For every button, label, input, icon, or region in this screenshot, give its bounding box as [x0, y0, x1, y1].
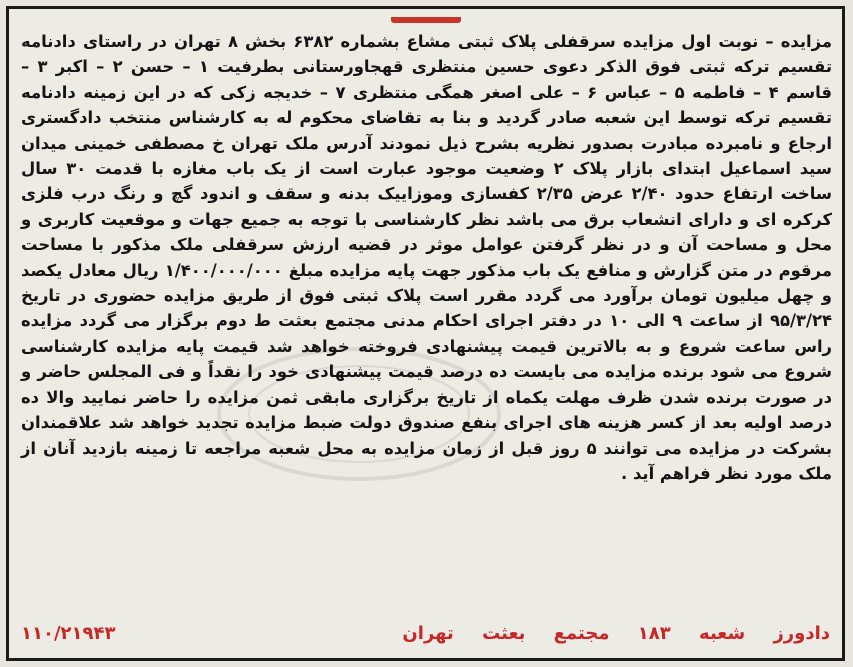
complex-label: مجتمع: [553, 622, 610, 644]
notice-frame: [6, 6, 845, 661]
complex-name: بعثت: [482, 622, 526, 644]
notice-code: ۱۱۰/۲۱۹۴۳: [21, 622, 116, 644]
notice-footer: [21, 620, 830, 646]
issuer-role: دادورز: [773, 622, 830, 644]
header-accent: [9, 9, 842, 23]
city-name: تهران: [402, 622, 454, 644]
branch-number: ۱۸۳: [637, 622, 671, 644]
branch-label: شعبه: [699, 622, 746, 644]
auction-notice-text: مزایده – نوبت اول مزایده سرقفلی پلاک ثبتی مشاع بشماره ۶۳۸۲ بخش ۸ تهران در راستای دادنامه تقسیم ترکه ثبتی فوق الذکر دعوی حسین منتظری قهجاورستانی بطرفیت ۱ – حسن ۲ – اکبر ۳ – قاسم ۴ – فاطمه ۵ – عباس ۶ – علی اصغر همگی منتظری ۷ – خدیجه زکی که در این زمینه دادنامه تقسیم ترکه توسط این شعبه صادر گردید و بنا به تقاضای محکوم له به کارشناس منتخب دادگستری ارجاع و نامبرده مبادرت بصدور نظریه بشرح ذیل نمودند آدرس ملک تهران خ مصطفی خمینی میدان سید اسماعیل ابتدای بازار پلاک ۲ وضعیت موجود عبارت است از یک باب مغازه با قدمت ۳۰ سال ساخت ارتفاع حدود ۲/۴۰ عرض ۲/۳۵ کفسازی وموزاییک بدنه و سقف و اندود گچ و رنگ درب فلزی کرکره ای و دارای انشعاب برق می باشد نظر کارشناسی با توجه به جمیع جهات و موقعیت کاربری و محل و مساحت آن و در نظر گرفتن عوامل موثر در قضیه ارزش سرقفلی ملک مذکور با مساحت مرقوم در متن گزارش و منافع یک باب مذکور جهت پایه مزایده مبلغ ۱/۴۰۰/۰۰۰/۰۰۰ ریال معادل یکصد و چهل میلیون تومان برآورد می گردد مقرر است پلاک ثبتی فوق از طریق مزایده حضوری در تاریخ ۹۵/۳/۲۴ از ساعت ۹ الی ۱۰ در دفتر اجرای احکام مدنی مجتمع بعثت ط دوم برگزار می گردد مزایده راس ساعت شروع و به بالاترین قیمت پیشنهادی فروخته خواهد شد قیمت پایه مزایده کارشناسی شروع می شود برنده مزایده می بایست ده درصد قیمت پیشنهادی خود را نقداً و فی المجلس حاضر و در صورت برنده شدن ظرف مهلت یکماه از تاریخ برگزاری مابقی ثمن مزایده را حاضر نمایید والا ده درصد اولیه بعد از کسر هزینه های اجرای بنفع صندوق دولت ضبط مزایده تجدید خواهد شد علاقمندان بشرکت در مزایده می توانند ۵ روز قبل از زمان مزایده به محل شعبه مراجعه تا زمینه بازدید آنان از ملک مورد نظر فراهم آید .: [21, 32, 833, 483]
issuer-credit: [380, 623, 830, 644]
